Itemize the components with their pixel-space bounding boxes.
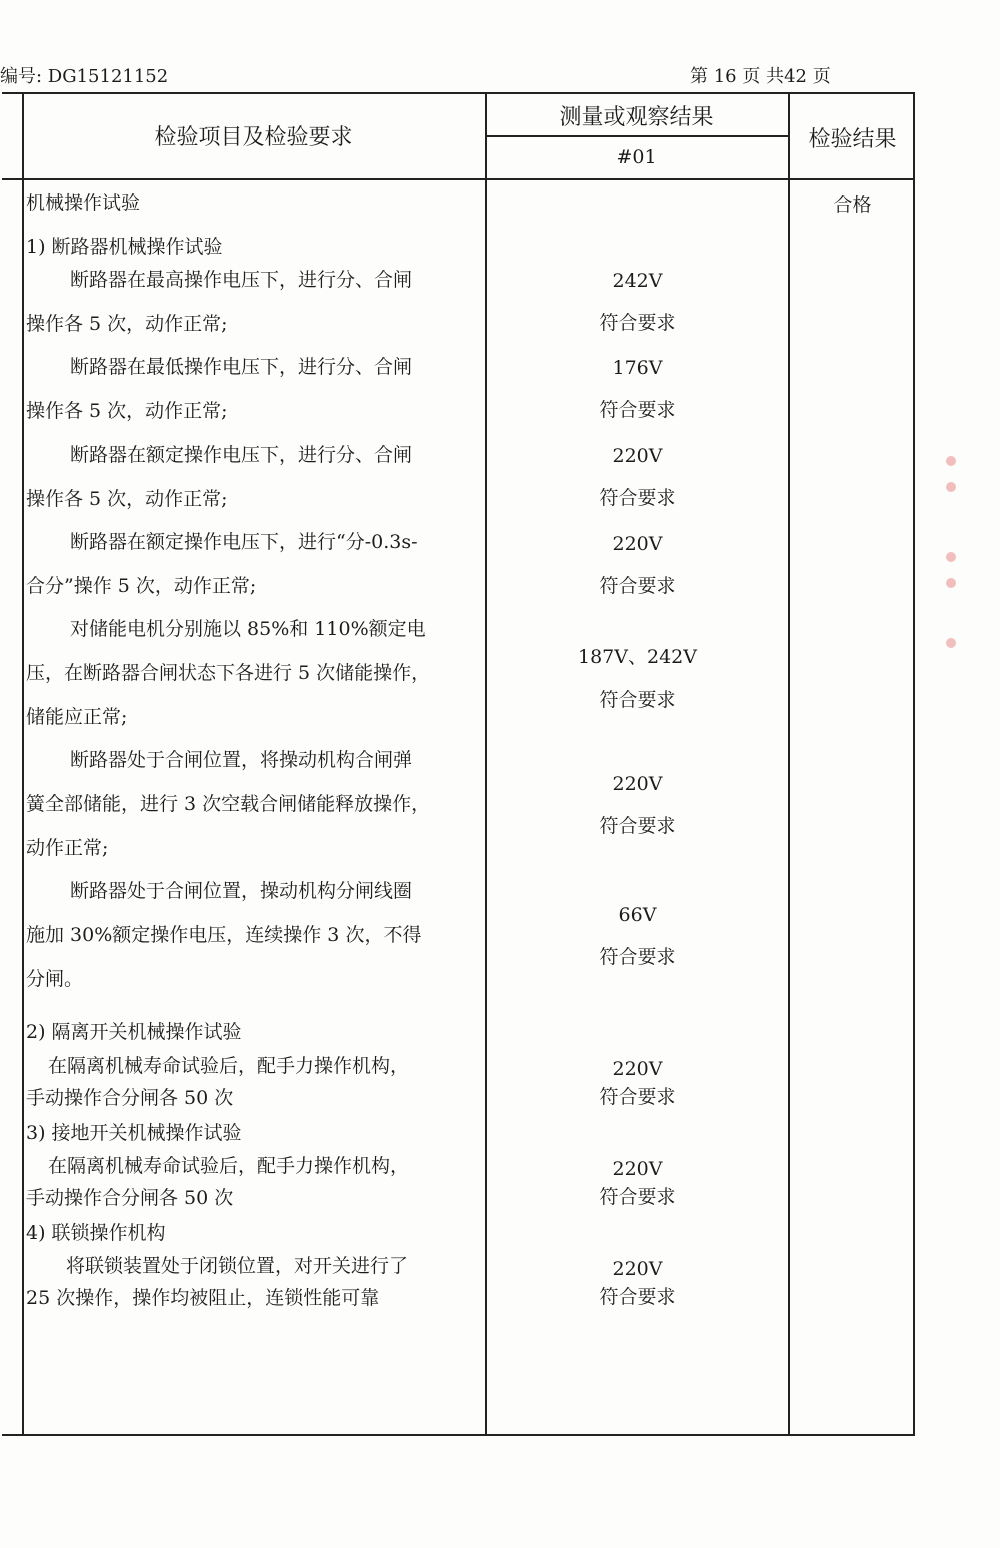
test-requirement-line: 断路器在最高操作电压下，进行分、合闸 (70, 269, 413, 291)
test-requirement-line: 在隔离机械寿命试验后，配手力操作机构， (48, 1055, 410, 1077)
group-heading: 4) 联锁操作机构 (26, 1222, 166, 1244)
table-divider (22, 92, 24, 1436)
group-heading: 2) 隔离开关机械操作试验 (26, 1021, 242, 1043)
test-item (26, 869, 481, 1001)
test-result (490, 642, 785, 712)
test-requirement-line: 操作各 5 次，动作正常; (26, 488, 228, 510)
result-status: 符合要求 (599, 1086, 676, 1108)
test-requirement-line: 在隔离机械寿命试验后，配手力操作机构， (48, 1155, 410, 1177)
result-status: 符合要求 (599, 815, 676, 837)
measured-value: 220V (612, 1258, 663, 1280)
column-header-item: 检验项目及检验要求 (154, 125, 353, 150)
group-heading: 1) 断路器机械操作试验 (26, 236, 223, 258)
test-item (26, 1050, 481, 1114)
test-item (26, 258, 481, 346)
test-result (490, 904, 785, 969)
test-item (26, 738, 481, 870)
table-divider (485, 135, 788, 137)
measured-value: 66V (618, 904, 657, 926)
result-status: 符合要求 (599, 1286, 676, 1308)
column-header-result: 检验结果 (808, 127, 897, 152)
test-item (26, 1150, 481, 1214)
test-requirement-line: 对储能电机分别施以 85%和 110%额定电 (70, 618, 426, 640)
result-status: 符合要求 (599, 399, 676, 421)
test-result (490, 1255, 785, 1311)
group-heading: 3) 接地开关机械操作试验 (26, 1122, 242, 1144)
section-title: 机械操作试验 (26, 192, 141, 214)
test-requirement-line: 断路器处于合闸位置，操动机构分闸线圈 (70, 880, 413, 902)
test-item (26, 1250, 481, 1314)
measured-value: 187V、242V (578, 646, 697, 668)
result-status: 符合要求 (599, 487, 676, 509)
page-number: 第 16 页 共42 页 (690, 66, 831, 87)
test-requirement-line: 操作各 5 次，动作正常; (26, 313, 228, 335)
result-status: 符合要求 (599, 1186, 676, 1208)
test-requirement-line: 储能应正常; (26, 706, 128, 728)
test-result (490, 1155, 785, 1211)
test-requirement-line: 断路器处于合闸位置，将操动机构合闸弹 (70, 749, 413, 771)
test-requirement-line: 簧全部储能，进行 3 次空载合闸储能释放操作， (26, 793, 431, 815)
test-result (490, 357, 785, 422)
test-result (490, 773, 785, 838)
test-requirement-line: 压，在断路器合闸状态下各进行 5 次储能操作， (26, 662, 431, 684)
test-requirement-line: 断路器在最低操作电压下，进行分、合闸 (70, 356, 413, 378)
result-status: 符合要求 (599, 575, 676, 597)
measured-value: 220V (612, 445, 663, 467)
test-result (490, 533, 785, 598)
table-divider (2, 178, 915, 180)
test-item (26, 433, 481, 521)
test-result (490, 270, 785, 335)
table-divider (485, 92, 487, 1436)
test-result (490, 1055, 785, 1111)
table-divider (788, 92, 790, 1436)
result-status: 符合要求 (599, 312, 676, 334)
measured-value: 220V (612, 773, 663, 795)
measured-value: 220V (612, 533, 663, 555)
result-status: 符合要求 (599, 689, 676, 711)
test-requirement-line: 手动操作合分闸各 50 次 (26, 1087, 234, 1109)
test-requirement-line: 合分”操作 5 次，动作正常; (26, 575, 257, 597)
test-item (26, 345, 481, 433)
red-stamp-mark (930, 440, 970, 670)
report-number: 编号: DG15121152 (0, 66, 169, 87)
column-header-sample: #01 (616, 146, 657, 168)
test-requirement-line: 操作各 5 次，动作正常; (26, 400, 228, 422)
test-requirement-line: 手动操作合分闸各 50 次 (26, 1187, 234, 1209)
test-item (26, 520, 481, 608)
measured-value: 176V (612, 357, 663, 379)
test-result (490, 445, 785, 510)
overall-result: 合格 (833, 194, 872, 216)
measured-value: 220V (612, 1058, 663, 1080)
result-status: 符合要求 (599, 946, 676, 968)
column-header-measure: 测量或观察结果 (559, 105, 714, 130)
test-requirement-line: 施加 30%额定操作电压，连续操作 3 次，不得 (26, 924, 422, 946)
test-requirement-line: 动作正常; (26, 837, 109, 859)
test-item (26, 607, 481, 739)
test-requirement-line: 分闸。 (26, 968, 84, 990)
measured-value: 220V (612, 1158, 663, 1180)
test-requirement-line: 断路器在额定操作电压下，进行“分-0.3s- (70, 531, 418, 553)
test-requirement-line: 25 次操作，操作均被阻止，连锁性能可靠 (26, 1287, 380, 1309)
test-requirement-line: 断路器在额定操作电压下，进行分、合闸 (70, 444, 413, 466)
test-requirement-line: 将联锁装置处于闭锁位置，对开关进行了 (66, 1255, 409, 1277)
measured-value: 242V (612, 270, 663, 292)
